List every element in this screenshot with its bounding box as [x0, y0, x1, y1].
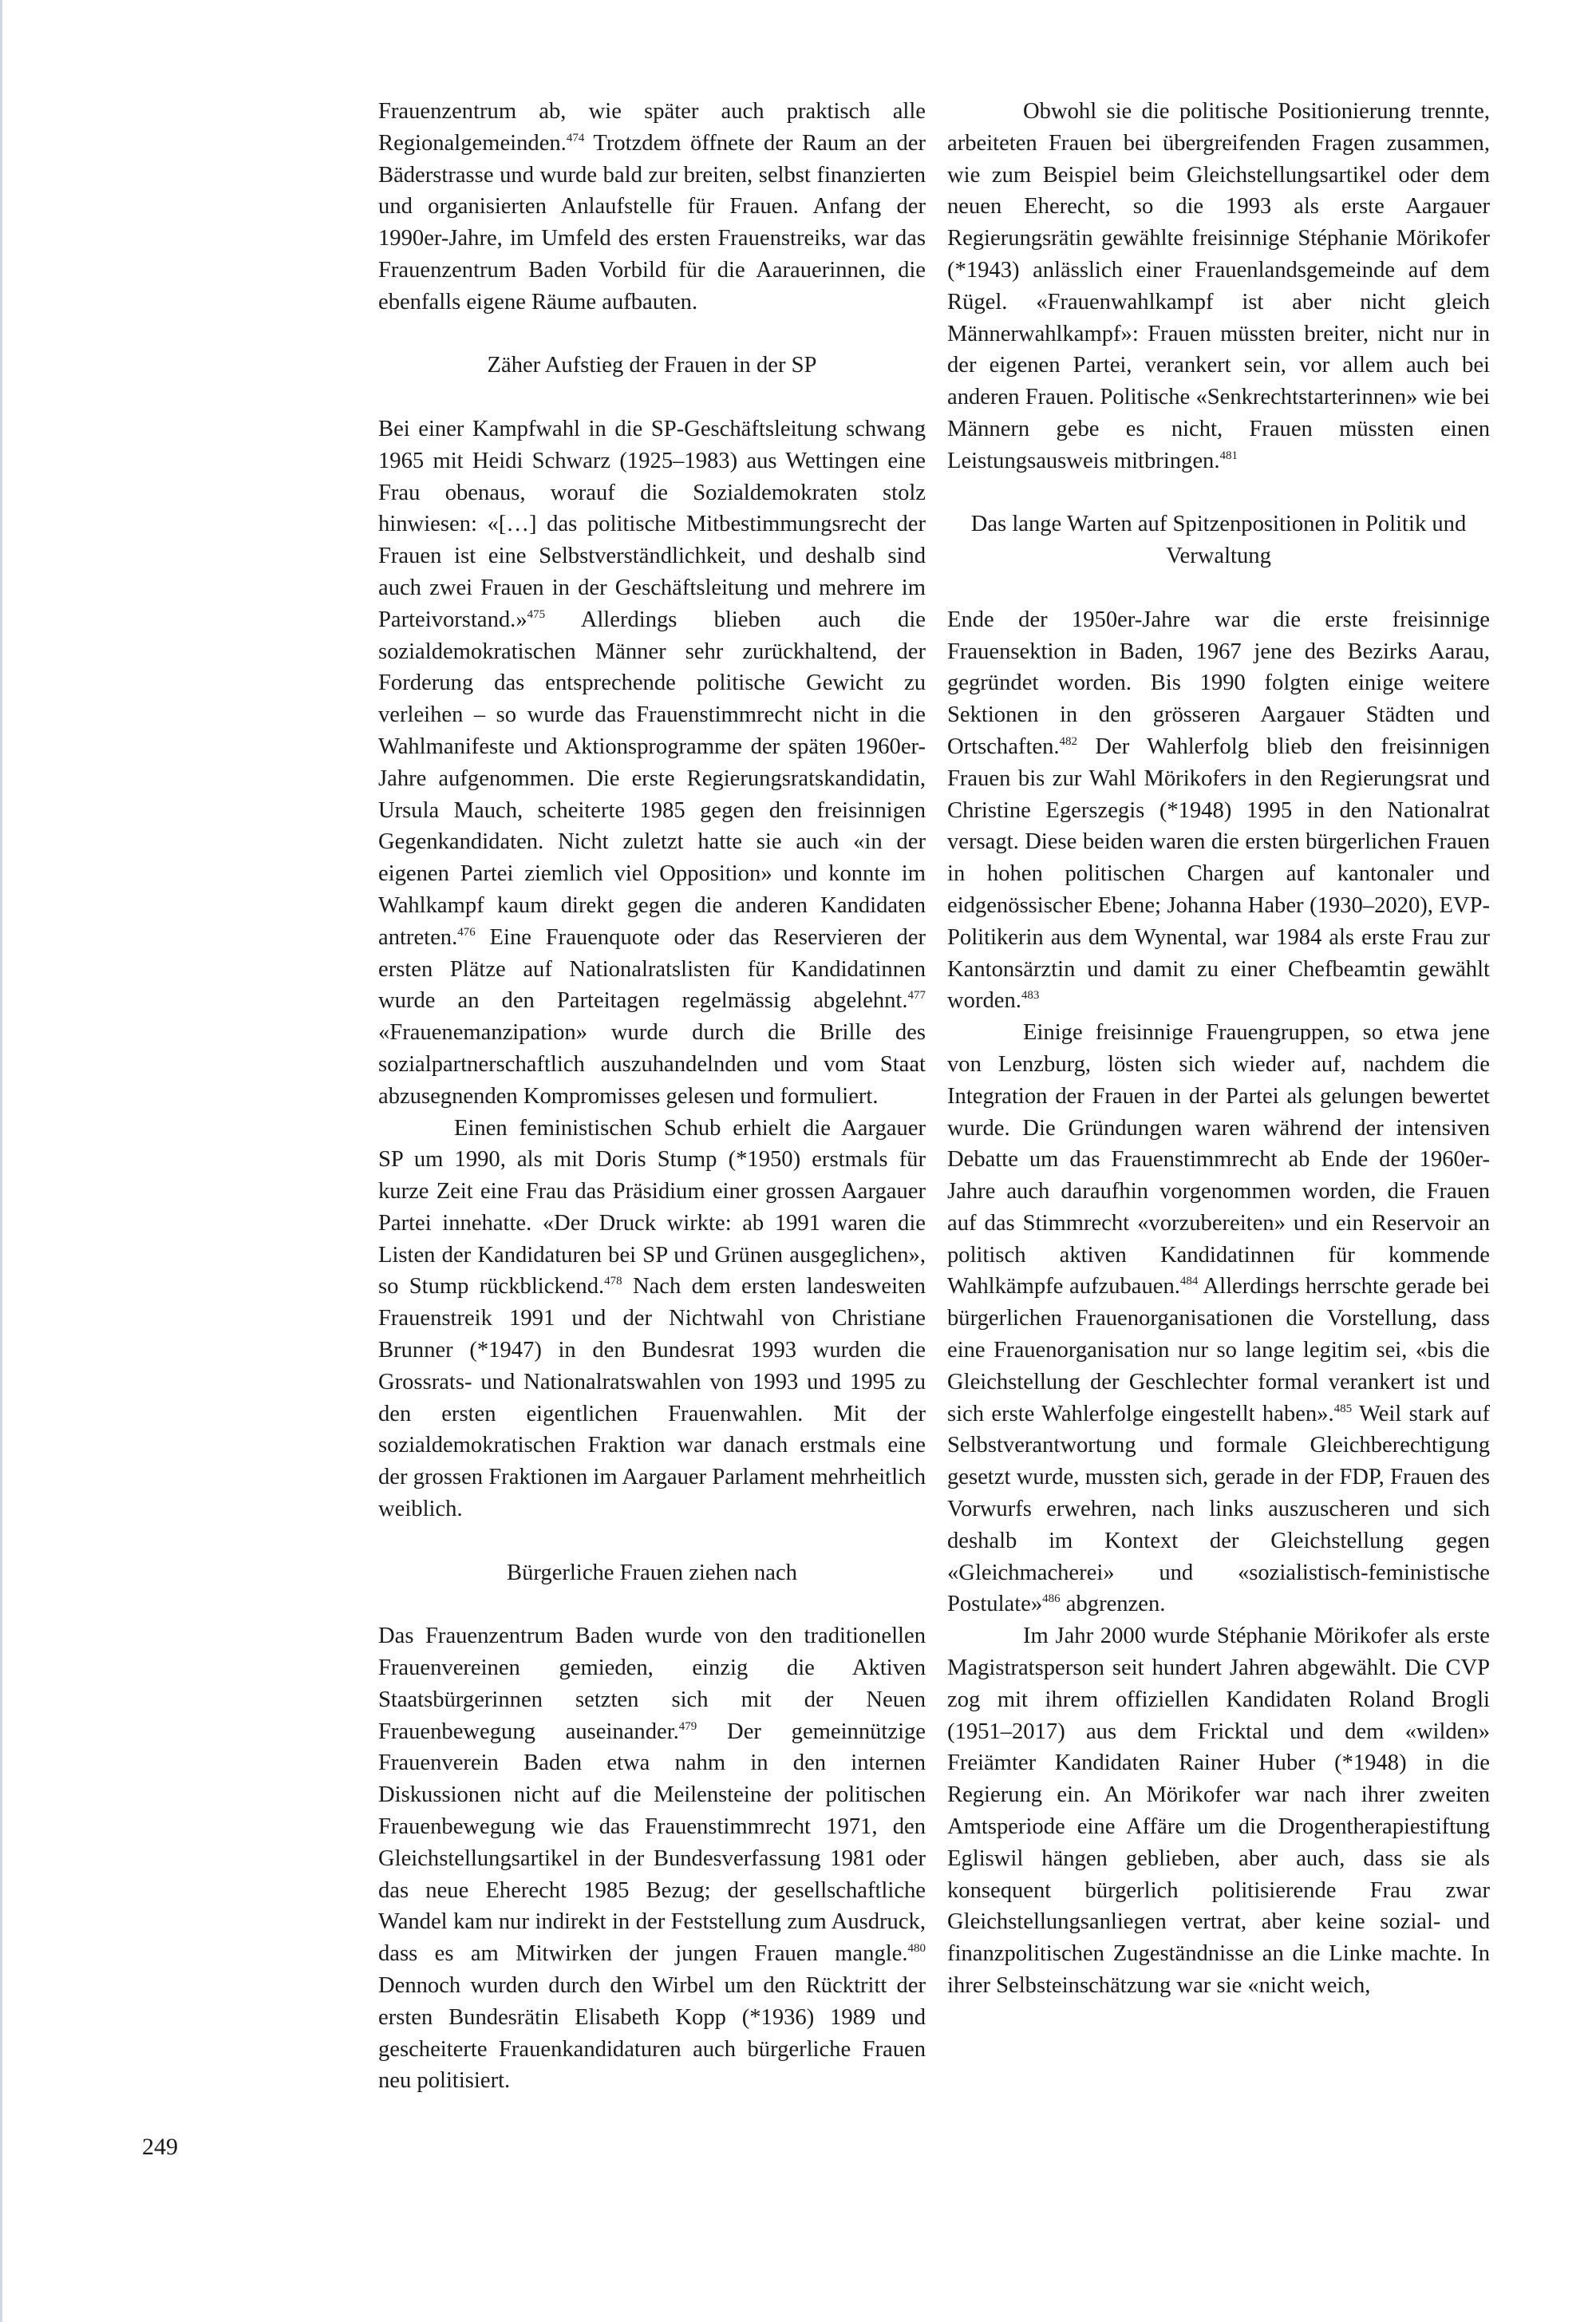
footnote-ref[interactable]: 478	[604, 1275, 622, 1288]
paragraph: Frauenzentrum ab, wie später auch praktisch alle Regionalgemeinden.$^{474}$ Trotzdem öffnete der Raum an der Bäderstrasse und wurde bald zur breiten, selbst finanzierten und organisierten Anlaufstelle für Frauen. Anfang der 1990er-Jahre, im Umfeld des ersten Frauenstreiks, war das Frauenzentrum Baden Vorbild für die Aarauerinnen, die ebenfalls eigene Räume aufbauten.	[378, 99, 926, 314]
paragraph: Das Frauenzentrum Baden wurde von den traditionellen Frauenvereinen gemieden, einzig die Aktiven Staatsbürgerinnen setzten sich mit der Neuen Frauenbewegung auseinander.$^{479}$ Der gemeinnützige Frauenverein Baden etwa nahm in den internen Diskussionen nicht auf die Meilensteine der politischen Frauenbewegung wie das Frauenstimmrecht 1971, den Gleichstellungsartikel in der Bundesverfassung 1981 oder das neue Eherecht 1985 Bezug; der gesellschaftliche Wandel kam nur indirekt in der Feststellung zum Ausdruck, dass es am Mitwirken der jungen Frauen mangle.$^{480}$ Dennoch wurden durch den Wirbel um den Rücktritt der ersten Bundesrätin Elisabeth Kopp (*1936) 1989 und gescheiterte Frauenkandidaturen auch bürgerliche Frauen neu politisiert.	[378, 1624, 926, 2094]
paragraph: Einige freisinnige Frauengruppen, so etwa jene von Lenzburg, lösten sich wieder auf, nachdem die Integration der Frauen in der Partei als gelungen bewertet wurde. Die Gründungen waren während der intensiven Debatte um das Frauenstimmrecht ab Ende der 1960er-Jahre auch daraufhin vorgenommen worden, die Frauen auf das Stimmrecht «vorzubereiten» und ein Reservoir an politisch aktiven Kandidatinnen für kommende Wahlkämpfe aufzubauen.$^{484}$ Allerdings herrschte gerade bei bürgerlichen Frauenorganisationen die Vorstellung, dass eine Frauenorganisation nur so lange legitim sei, «bis die Gleichstellung der Geschlechter formal verankert ist und sich erste Wahlerfolge eingestellt haben».$^{485}$ Weil stark auf Selbstverantwortung und formale Gleichberechtigung gesetzt wurde, mussten sich, gerade in der FDP, Frauen des Vorwurfs erwehren, nach links auszuscheren und sich deshalb im Kontext der Gleichstellung gegen «Gleichmacherei» und «sozialistisch-feministische Postulate»$^{486}$ abgrenzen.	[947, 1020, 1490, 1617]
paragraph: Ende der 1950er-Jahre war die erste freisinnige Frauensektion in Baden, 1967 jene des Bezirks Aarau, gegründet worden. Bis 1990 folgten einige weitere Sektionen in den grösseren Aargauer Städten und Ortschaften.$^{482}$ Der Wahlerfolg blieb den freisinnigen Frauen bis zur Wahl Mörikofers in den Regierungsrat und Christine Egerszegis (*1948) 1995 in den Nationalrat versagt. Diese beiden waren die ersten bürgerlichen Frauen in hohen politischen Chargen auf kantonaler und eidgenössischer Ebene; Johanna Haber (1930–2020), EVP-Politikerin aus dem Wynental, war 1984 als erste Frau zur Kantonsärztin und damit zu einer Chefbeamtin gewählt worden.$^{483}$	[947, 607, 1490, 1014]
footnote-ref[interactable]: 476	[457, 925, 476, 939]
section-heading-buergerliche: Bürgerliche Frauen ziehen nach	[507, 1560, 797, 1585]
page-number: 249	[142, 2134, 178, 2160]
right-column	[947, 96, 1490, 2002]
paragraph: Obwohl sie die politische Positionierung trennte, arbeiteten Frauen bei übergreifenden Fragen zusammen, wie zum Beispiel beim Gleichstellungsartikel oder dem neuen Eherecht, so die 1993 als erste Aargauer Regierungsrätin gewählte freisinnige Stéphanie Mörikofer (*1943) anlässlich einer Frauenlandsgemeinde auf dem Rügel. «Frauenwahlkampf ist aber nicht gleich Männerwahlkampf»: Frauen müssten breiter, nicht nur in der eigenen Partei, verankert sein, vor allem auch bei anderen Frauen. Politische «Senkrechtstarterinnen» wie bei Männern gebe es nicht, Frauen müssten einen Leistungsausweis mitbringen.$^{481}$	[947, 99, 1490, 473]
footnote-ref[interactable]: 475	[527, 607, 546, 621]
section-heading-spitzenpositionen: Das lange Warten auf Spitzenpositionen in Politik und Verwaltung	[970, 512, 1467, 569]
paragraph: Bei einer Kampfwahl in die SP-Geschäftsleitung schwang 1965 mit Heidi Schwarz (1925–1983) aus Wettingen eine Frau obenaus, worauf die Sozialdemokraten stolz hinwiesen: «[…] das politische Mitbestimmungsrecht der Frauen ist eine Selbstverständlichkeit, und deshalb sind auch zwei Frauen in der Geschäftsleitung und mehrere im Parteivorstand.»$^{475}$ Allerdings blieben auch die sozialdemokratischen Männer sehr zurückhaltend, der Forderung das entsprechende politische Gewicht zu verleihen – so wurde das Frauenstimmrecht nicht in die Wahlmanifeste und Aktionsprogramme der späten 1960er-Jahre aufgenommen. Die erste Regierungsratskandidatin, Ursula Mauch, scheiterte 1985 gegen den freisinnigen Gegenkandidaten. Nicht zuletzt hatte sie auch «in der eigenen Partei ziemlich viel Opposition» und konnte im Wahlkampf kaum direkt gegen die anderen Kandidaten antreten.$^{476}$ Eine Frauenquote oder das Reservieren der ersten Plätze auf Nationalratslisten für Kandidatinnen wurde an den Parteitagen regelmässig abgelehnt.$^{477}$ «Frauenemanzipation» wurde durch die Brille des sozialpartnerschaftlich auszuhandelnden und vom Staat abzusegnenden Kompromisses gelesen und formuliert.	[378, 416, 926, 1109]
section-heading-sp: Zäher Aufstieg der Frauen in der SP	[487, 353, 817, 378]
footnote-ref[interactable]: 480	[907, 1942, 926, 1956]
paragraph: Im Jahr 2000 wurde Stéphanie Mörikofer als erste Magistratsperson seit hundert Jahren abgewählt. Die CVP zog mit ihrem offiziellen Kandidaten Roland Brogli (1951–2017) aus dem Fricktal und dem «wilden» Freiämter Kandidaten Rainer Huber (*1948) in die Regierung ein. An Mörikofer war nach ihrer zweiten Amtsperiode eine Affäre um die Drogentherapiestiftung Egliswil hängen geblieben, aber auch, dass sie als konsequent bürgerlich politisierende Frau zwar Gleichstellungsanliegen vertrat, aber keine sozial- und finanzpolitischen Zugeständnisse an die Linke machte. In ihrer Selbsteinschätzung war sie «nicht weich,	[947, 1624, 1490, 1999]
footnote-ref[interactable]: 484	[1179, 1275, 1199, 1288]
paragraph: Einen feministischen Schub erhielt die Aargauer SP um 1990, als mit Doris Stump (*1950) erstmals für kurze Zeit eine Frau das Präsidium einer grossen Aargauer Partei innehatte. «Der Druck wirkte: ab 1991 waren die Listen der Kandidaturen bei SP und Grünen ausgeglichen», so Stump rückblickend.$^{478}$ Nach dem ersten landesweiten Frauenstreik 1991 und der Nichtwahl von Christiane Brunner (*1947) in den Bundesrat 1993 wurden die Grossrats- und Nationalratswahlen von 1993 und 1995 zu den ersten eigentlichen Frauenwahlen. Mit der sozialdemokratischen Fraktion war danach erstmals eine der grossen Fraktionen im Aargauer Parlament mehrheitlich weiblich.	[378, 1115, 926, 1522]
footnote-ref[interactable]: 479	[678, 1719, 697, 1733]
footnote-ref[interactable]: 474	[566, 131, 585, 144]
left-column	[378, 96, 926, 2097]
footnote-ref[interactable]: 477	[907, 989, 926, 1003]
footnote-ref[interactable]: 483	[1021, 989, 1040, 1003]
footnote-ref[interactable]: 481	[1219, 449, 1238, 462]
footnote-ref[interactable]: 482	[1059, 734, 1078, 748]
footnote-ref[interactable]: 486	[1042, 1592, 1061, 1606]
page-edge	[0, 0, 2, 2322]
footnote-ref[interactable]: 485	[1333, 1402, 1353, 1415]
